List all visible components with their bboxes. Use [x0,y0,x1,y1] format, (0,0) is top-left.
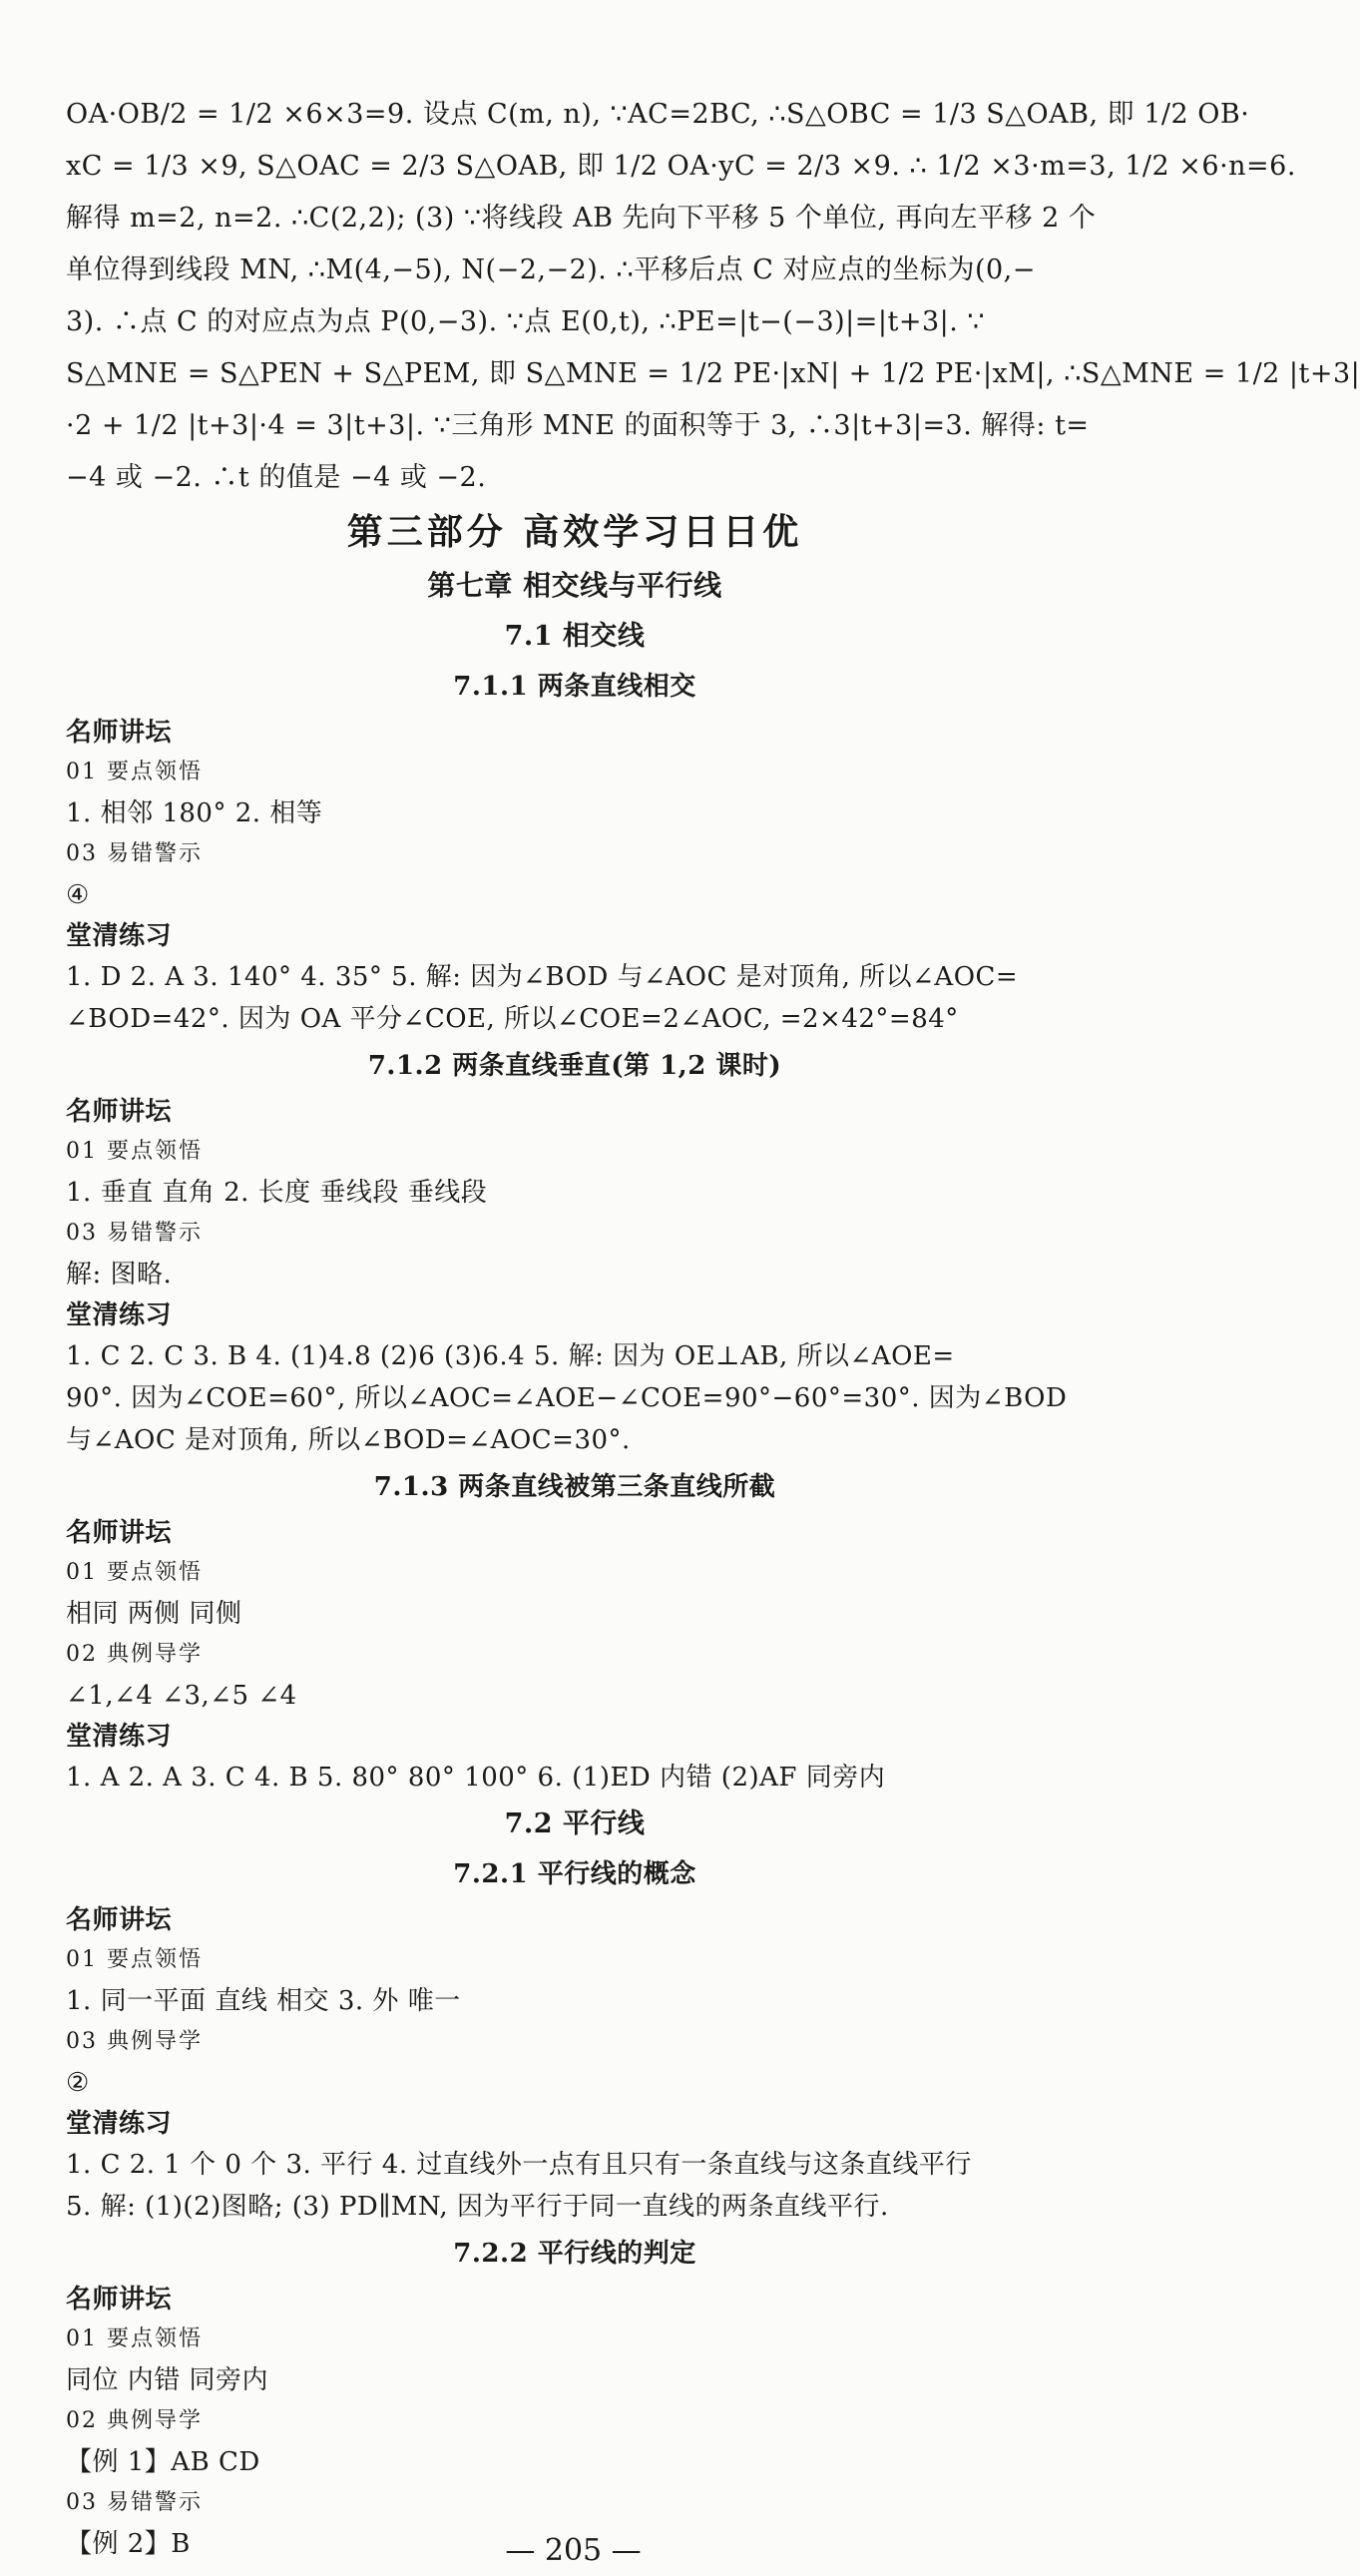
teacher-heading: 名师讲坛 [66,718,173,748]
solution-line-8: −4 或 −2. ∴t 的值是 −4 或 −2. [66,461,487,493]
solution-line-7: ·2 + 1/2 |t+3|·4 = 3|t+3|. ∵三角形 MNE 的面积等于 3, ∴3|t+3|=3. 解得: t= [66,409,1090,441]
examples-label: 03 典例导学 [66,2029,203,2054]
key-points-answer: 相同 两侧 同侧 [66,1599,242,1629]
teacher-heading: 名师讲坛 [66,1518,173,1548]
examples-answer: ② [66,2068,90,2098]
key-points-answer: 1. 同一平面 直线 相交 3. 外 唯一 [66,1986,461,2016]
practice-answer-line: 1. D 2. A 3. 140° 4. 35° 5. 解: 因为∠BOD 与∠AOC 是对顶角, 所以∠AOC= [66,962,1019,992]
key-points-label: 01 要点领悟 [66,760,203,784]
examples-label: 02 典例导学 [66,2408,203,2433]
examples-label: 02 典例导学 [66,1642,203,1667]
answer-page [66,88,1360,2565]
solution-line-2: xC = 1/3 ×9, S△OAC = 2/3 S△OAB, 即 1/2 OA·yC = 2/3 ×9. ∴ 1/2 ×3·m=3, 1/2 ×6·n=6. [66,150,1296,182]
subsection-title-7-2-1: 7.2.1 平行线的概念 [453,1859,696,1889]
section-title-7-1: 7.1 相交线 [504,620,646,652]
practice-heading: 堂清练习 [66,1300,173,1330]
practice-answer-line: 5. 解: (1)(2)图略; (3) PD∥MN, 因为平行于同一直线的两条直线平行. [66,2192,889,2222]
practice-answer-line: 与∠AOC 是对顶角, 所以∠BOD=∠AOC=30°. [66,1425,631,1455]
practice-answer-line: ∠BOD=42°. 因为 OA 平分∠COE, 所以∠COE=2∠AOC, =2×42°=84° [66,1004,959,1034]
practice-answer-line: 90°. 因为∠COE=60°, 所以∠AOC=∠AOE−∠COE=90°−60°=30°. 因为∠BOD [66,1383,1068,1413]
warnings-label: 03 易错警示 [66,1221,203,1246]
teacher-heading: 名师讲坛 [66,1097,173,1127]
practice-heading: 堂清练习 [66,1722,173,1752]
warnings-label: 03 易错警示 [66,841,203,866]
example-2-answer: 【例 2】B [66,2529,191,2559]
solution-line-4: 单位得到线段 MN, ∴M(4,−5), N(−2,−2). ∴平移后点 C 对应点的坐标为(0,− [66,254,1036,285]
teacher-heading: 名师讲坛 [66,2285,173,2315]
key-points-answer: 同位 内错 同旁内 [66,2365,269,2395]
practice-answer-line: 1. C 2. 1 个 0 个 3. 平行 4. 过直线外一点有且只有一条直线与这条直线平行 [66,2150,972,2180]
practice-answer-line: 1. C 2. C 3. B 4. (1)4.8 (2)6 (3)6.4 5. 解: 因为 OE⊥AB, 所以∠AOE= [66,1341,955,1371]
key-points-label: 01 要点领悟 [66,1947,203,1972]
chapter-title: 第七章 相交线与平行线 [427,569,722,602]
practice-heading: 堂清练习 [66,921,173,951]
solution-line-1: OA·OB/2 = 1/2 ×6×3=9. 设点 C(m, n), ∵AC=2BC, ∴S△OBC = 1/3 S△OAB, 即 1/2 OB· [66,98,1250,130]
key-points-label: 01 要点领悟 [66,2326,203,2351]
example-1-answer: 【例 1】AB CD [66,2447,260,2477]
solution-line-5: 3). ∴点 C 的对应点为点 P(0,−3). ∵点 E(0,t), ∴PE=|t−(−3)|=|t+3|. ∵ [66,305,986,337]
warnings-answer: 解: 图略. [66,1260,173,1289]
key-points-answer: 1. 垂直 直角 2. 长度 垂线段 垂线段 [66,1178,488,1208]
key-points-label: 01 要点领悟 [66,1560,203,1585]
key-points-label: 01 要点领悟 [66,1139,203,1164]
subsection-title-7-1-3: 7.1.3 两条直线被第三条直线所截 [373,1472,776,1502]
warnings-answer: ④ [66,880,90,910]
key-points-answer: 1. 相邻 180° 2. 相等 [66,798,323,828]
subsection-title-7-1-2: 7.1.2 两条直线垂直(第 1,2 课时) [367,1051,782,1081]
solution-line-3: 解得 m=2, n=2. ∴C(2,2); (3) ∵将线段 AB 先向下平移 5 个单位, 再向左平移 2 个 [66,202,1097,234]
part-title: 第三部分 高效学习日日优 [346,511,803,553]
practice-answer-line: 1. A 2. A 3. C 4. B 5. 80° 80° 100° 6. (1)ED 内错 (2)AF 同旁内 [66,1763,886,1793]
section-title-7-2: 7.2 平行线 [504,1807,646,1839]
subsection-title-7-2-2: 7.2.2 平行线的判定 [453,2239,696,2269]
page-number: — 205 — [505,2533,642,2568]
solution-line-6: S△MNE = S△PEN + S△PEM, 即 S△MNE = 1/2 PE·|xN| + 1/2 PE·|xM|, ∴S△MNE = 1/2 |t+3| [66,357,1360,389]
examples-answer: ∠1,∠4 ∠3,∠5 ∠4 [66,1681,297,1711]
subsection-title-7-1-1: 7.1.1 两条直线相交 [453,672,696,702]
teacher-heading: 名师讲坛 [66,1905,173,1935]
warnings-label: 03 易错警示 [66,2490,203,2515]
practice-heading: 堂清练习 [66,2109,173,2139]
